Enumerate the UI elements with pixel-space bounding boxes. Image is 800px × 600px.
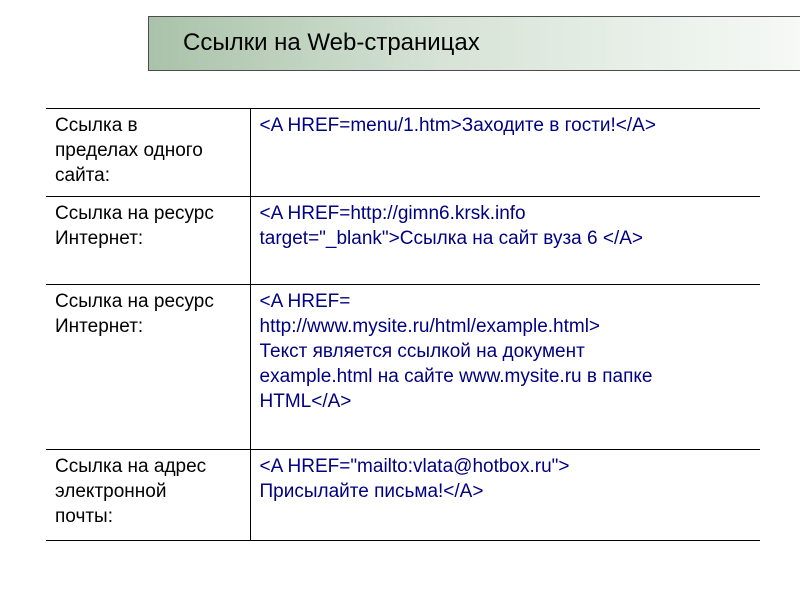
row-label-cell xyxy=(46,109,250,197)
table-row xyxy=(46,109,760,197)
label-line: Ссылка на адрес xyxy=(55,456,207,477)
row-code-cell xyxy=(250,109,760,197)
row-code-cell xyxy=(250,285,760,450)
row-code-cell xyxy=(250,197,760,285)
code-line: Присылайте письма!</A> xyxy=(259,481,484,502)
label-line: электронной xyxy=(55,481,167,502)
links-table xyxy=(46,108,760,541)
code-line: http://www.mysite.ru/html/example.html> xyxy=(259,316,601,337)
table-row xyxy=(46,197,760,285)
label-line: Ссылка в xyxy=(55,115,138,136)
code-line: <A HREF=menu/1.htm>Заходите в гости!</A> xyxy=(259,115,656,136)
label-line: Интернет: xyxy=(55,316,144,337)
row-label-cell xyxy=(46,197,250,285)
code-line: target="_blank">Ссылка на сайт вуза 6 </A> xyxy=(259,228,644,249)
row-label-cell xyxy=(46,450,250,541)
code-line: example.html на сайте www.mysite.ru в папке xyxy=(259,366,653,387)
table-row xyxy=(46,285,760,450)
code-line: <A HREF="mailto:vlata@hotbox.ru"> xyxy=(259,456,570,477)
code-line: HTML</A> xyxy=(259,391,352,412)
label-line: пределах одного xyxy=(55,140,203,161)
slide-title: Ссылки на Web-страницах xyxy=(183,29,480,56)
title-banner xyxy=(148,16,800,71)
row-label-cell xyxy=(46,285,250,450)
code-line: Текст является ссылкой на документ xyxy=(259,341,585,362)
label-line: почты: xyxy=(55,506,113,527)
label-line: сайта: xyxy=(55,165,111,186)
table-row xyxy=(46,450,760,541)
label-line: Ссылка на ресурс xyxy=(55,291,214,312)
label-line: Интернет: xyxy=(55,228,144,249)
row-code-cell xyxy=(250,450,760,541)
code-line: <A HREF=http://gimn6.krsk.info xyxy=(259,203,526,224)
label-line: Ссылка на ресурс xyxy=(55,203,214,224)
code-line: <A HREF= xyxy=(259,291,351,312)
